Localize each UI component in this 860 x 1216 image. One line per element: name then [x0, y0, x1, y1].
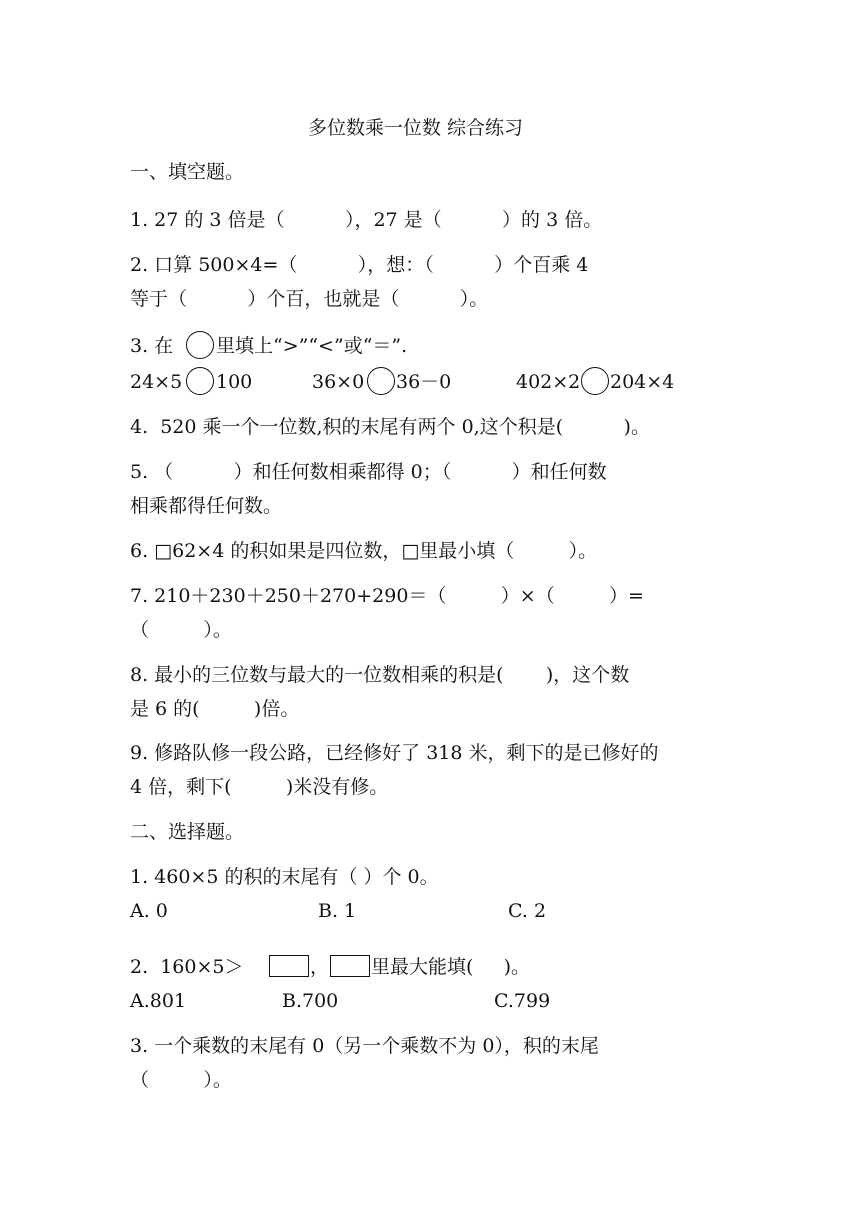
- question-1-7-line2: （ ）。: [130, 619, 232, 641]
- question-2-3-line1: 3. 一个乘数的末尾有 0（另一个乘数不为 0），积的末尾: [130, 1035, 599, 1057]
- compare-3-left: 402×2: [516, 371, 581, 393]
- compare-circle-icon: [581, 367, 609, 395]
- question-1-8-line2: 是 6 的( )倍。: [130, 698, 300, 720]
- question-1-6: 6. □62×4 的积如果是四位数，□里最小填（ ）。: [130, 540, 598, 562]
- page-title: 多位数乘一位数 综合练习: [308, 117, 524, 139]
- question-2-2-comma: ，: [310, 956, 330, 978]
- question-2-2-text: 里最大能填( )。: [371, 956, 531, 978]
- question-1-9-line1: 9. 修路队修一段公路，已经修好了 318 米，剩下的是已修好的: [130, 742, 659, 764]
- question-1-3-prefix: 3. 在: [130, 335, 174, 357]
- question-1-2-line1: 2. 口算 500×4=（ ），想：（ ）个百乘 4: [130, 254, 589, 276]
- question-1-8-line1: 8. 最小的三位数与最大的一位数相乘的积是( )，这个数: [130, 664, 630, 686]
- question-1-2-line2: 等于（ ）个百，也就是（ ）。: [130, 288, 489, 310]
- question-1-5-line2: 相乘都得任何数。: [130, 495, 283, 517]
- answer-box: [269, 955, 309, 977]
- question-1-7-line1: 7. 210＋230＋250＋270+290＝（ ）×（ ）=: [130, 585, 644, 607]
- compare-1-right: 100: [216, 371, 253, 393]
- question-2-2-option-b: B.700: [282, 990, 339, 1012]
- compare-3-right: 204×4: [610, 371, 675, 393]
- question-2-2-option-c: C.799: [494, 990, 551, 1012]
- question-2-2-prefix: 2. 160×5＞: [130, 956, 244, 978]
- question-1-3-text: 里填上“>”“<”或“＝”.: [216, 335, 408, 357]
- compare-circle-icon: [186, 367, 214, 395]
- question-2-3-line2: （ ）。: [130, 1069, 232, 1091]
- question-2-1-option-a: A. 0: [130, 900, 168, 922]
- question-1-5-line1: 5. （ ）和任何数相乘都得 0；（ ）和任何数: [130, 461, 607, 483]
- question-2-1-option-b: B. 1: [318, 900, 357, 922]
- compare-2-right: 36－0: [396, 371, 452, 393]
- question-2-1-option-c: C. 2: [508, 900, 547, 922]
- compare-2-left: 36×0: [312, 371, 365, 393]
- question-1-1: 1. 27 的 3 倍是（ ），27 是（ ）的 3 倍。: [130, 209, 603, 231]
- answer-box: [330, 955, 370, 977]
- compare-circle-icon: [367, 367, 395, 395]
- question-1-9-line2: 4 倍，剩下( )米没有修。: [130, 776, 389, 798]
- question-2-2-option-a: A.801: [130, 990, 187, 1012]
- question-1-4: 4. 520 乘一个一位数,积的末尾有两个 0,这个积是( )。: [130, 416, 650, 438]
- section1-heading: 一、填空题。: [130, 161, 245, 183]
- compare-circle-icon: [186, 331, 214, 359]
- question-2-1: 1. 460×5 的积的末尾有（ ）个 0。: [130, 866, 439, 888]
- section2-heading: 二、选择题。: [130, 821, 245, 843]
- compare-1-left: 24×5: [130, 371, 183, 393]
